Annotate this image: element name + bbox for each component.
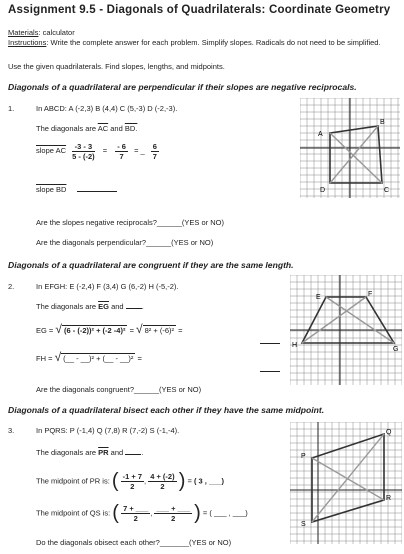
graph2-label-e: E xyxy=(316,294,321,301)
graph2-label-f: F xyxy=(368,291,373,298)
graph1-label-c: C xyxy=(384,187,390,194)
eg-row: EG = √ (6 - (-2))² + (-2 -4)² = √ 8² + (-6)² = xyxy=(36,322,183,336)
q1-perpendicular: Are the diagonals perpendicular?______(YES or NO) xyxy=(36,238,214,247)
page-title: Assignment 9.5 - Diagonals of Quadrilaterals: Coordinate Geometry xyxy=(8,4,391,16)
midpoint-pr-row: The midpoint of PR is: ( $\frac{-1 + 7}{2}$ , $\frac{4 + (-2)}{2}$ ) = ( 3 , ___) xyxy=(36,470,224,492)
problem2-diagonals: The diagonals are $\overline{EG}$ and . xyxy=(36,302,144,311)
q1-reciprocals: Are the slopes negative reciprocals?______(YES or NO) xyxy=(36,218,225,227)
graph-abcd xyxy=(300,98,400,198)
graph1-label-d: D xyxy=(320,187,326,194)
section3-heading: Diagonals of a quadrilateral bisect each other if they have the same midpoint. xyxy=(8,405,325,415)
eg-answer-blank[interactable] xyxy=(260,331,280,349)
graph1-label-a: A xyxy=(318,131,323,138)
graph3-label-r: R xyxy=(386,495,392,502)
q3-bisect: Do the diagonals obisect each other?_______(YES or NO) xyxy=(36,538,232,547)
graph3-label-p: P xyxy=(301,453,306,460)
section2-heading: Diagonals of a quadrilateral are congruent if they are the same length. xyxy=(8,260,294,270)
graph3-label-s: S xyxy=(301,521,306,528)
problem1-diagonals: The diagonals are $\overline{AC}$ and BD. xyxy=(36,124,138,133)
materials-line: Materials: calculator xyxy=(8,28,75,37)
graph1-label-b: B xyxy=(380,119,385,126)
slope-bd-row: slope BD xyxy=(36,183,117,194)
directions-line: Use the given quadrilaterals. Find slopes, lengths, and midpoints. xyxy=(8,62,225,71)
graph-efgh xyxy=(290,275,402,385)
graph3-label-q: Q xyxy=(386,429,392,436)
fh-row: FH = √ (__ - __)² + (__ - __)² = xyxy=(36,350,142,364)
fh-answer-blank[interactable] xyxy=(260,359,280,377)
problem1-number: 1. xyxy=(8,104,15,113)
problem3-given: In PQRS: P (-1,4) Q (7,8) R (7,-2) S (-1,-4). xyxy=(36,426,180,435)
problem3-number: 3. xyxy=(8,426,15,435)
problem3-diagonals: The diagonals are $\overline{PR}$ and . xyxy=(36,448,144,457)
midpoint-qs-row: The midpoint of QS is: ( $\frac{7 + \_\_\_}{2}$ , $\frac{\_\_\_ + \_\_\_}{2}$ ) = ( ___ , ___) xyxy=(36,502,248,524)
section1-heading: Diagonals of a quadrilateral are perpendicular if their slopes are negative reciprocals. xyxy=(8,82,357,92)
q2-congruent: Are the diagonals congruent?______(YES or NO) xyxy=(36,385,202,394)
problem2-given: In EFGH: E (-2,4) F (3,4) G (6,-2) H (-5,-2). xyxy=(36,282,179,291)
slope-ac-row: slope AC $\frac{-3 - 3}{5 - (-2)}$ = $\frac{- 6}{7}$ = _ $\frac{6}{7}$ xyxy=(36,142,157,161)
problem1-given: In ABCD: A (-2,3) B (4,4) C (5,-3) D (-2,-3). xyxy=(36,104,178,113)
instructions-line: Instructions: Write the complete answer for each problem. Simplify slopes. Radicals do not need to be simplified. xyxy=(8,38,381,47)
problem2-number: 2. xyxy=(8,282,15,291)
graph-pqrs xyxy=(290,422,402,544)
graph2-label-g: G xyxy=(393,346,399,353)
graph2-label-h: H xyxy=(292,342,298,349)
